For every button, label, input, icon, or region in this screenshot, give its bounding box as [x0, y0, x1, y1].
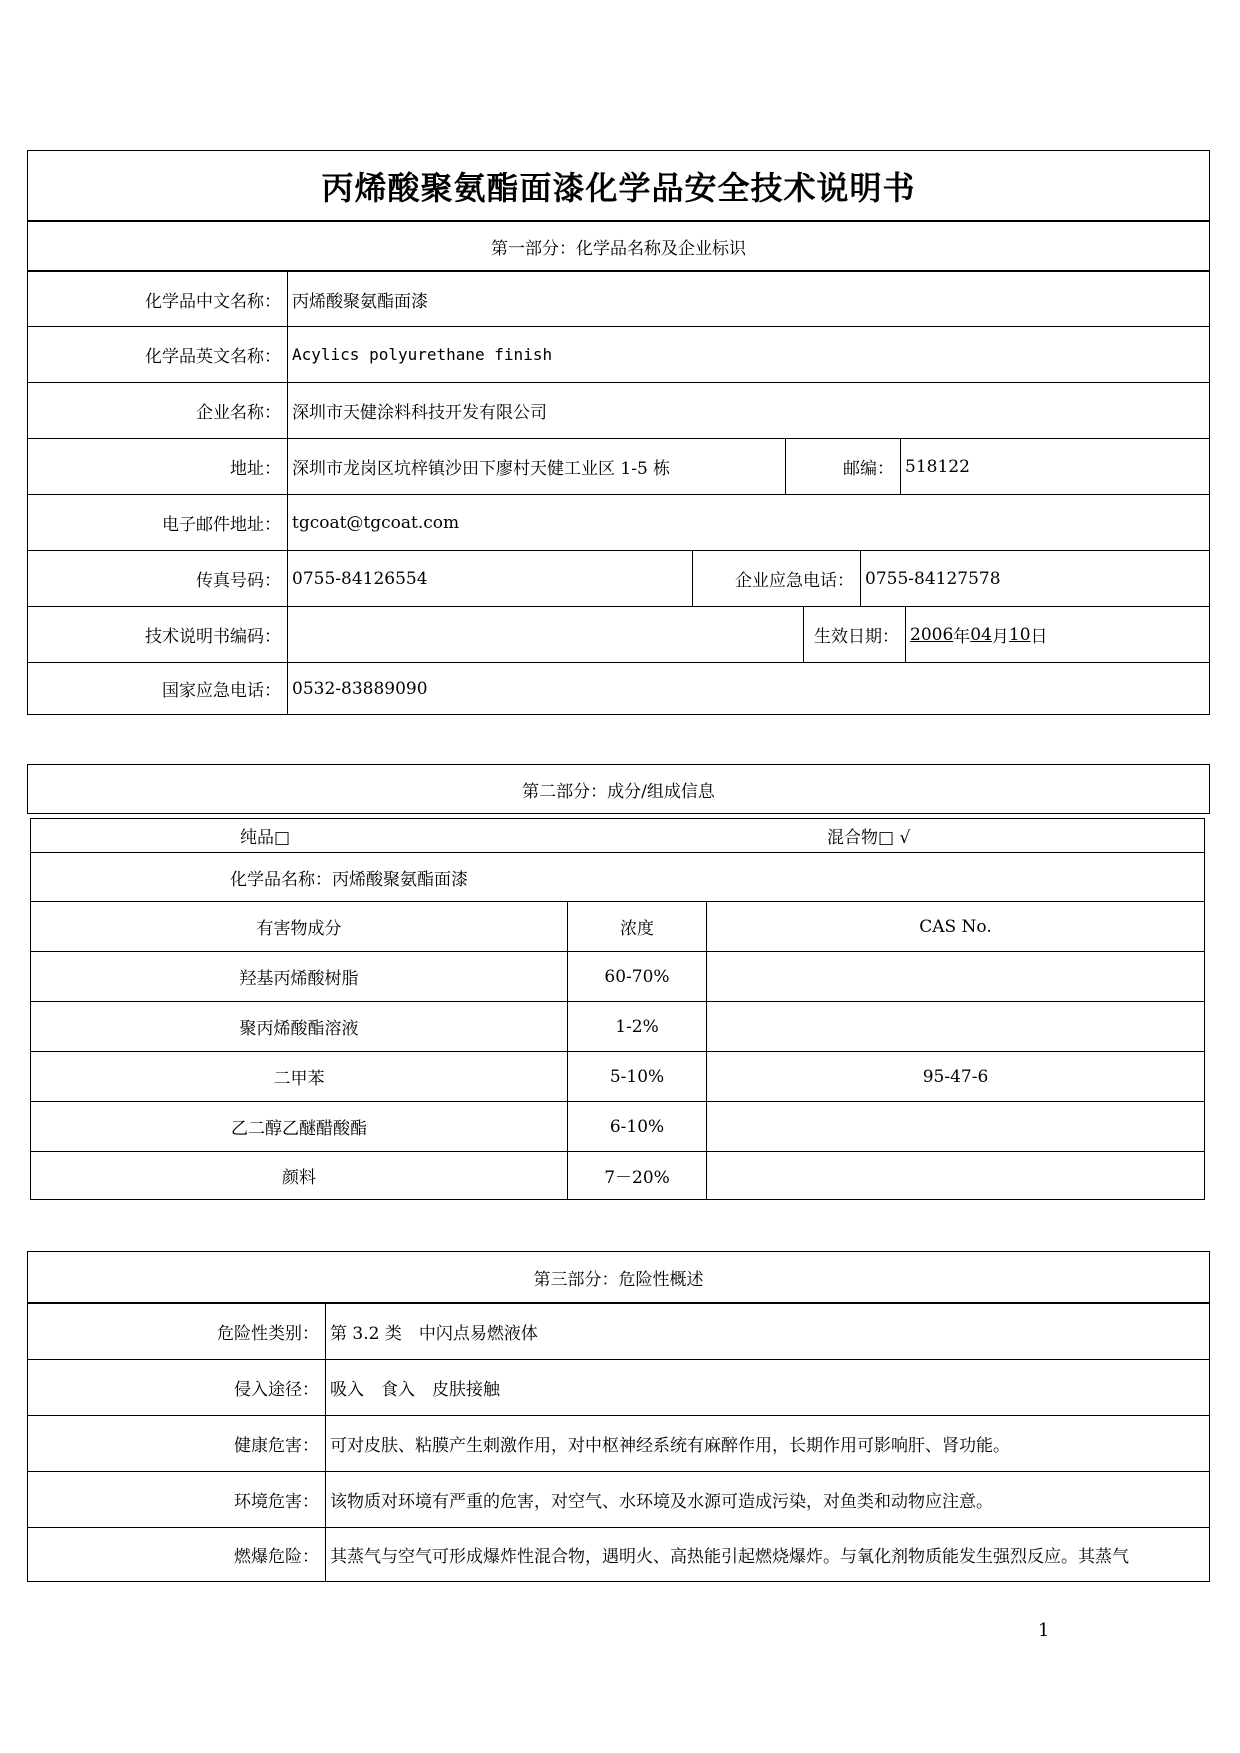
- emergency-label: 企业应急电话：: [735, 571, 854, 591]
- component-name: 乙二醇乙醚醋酸酯: [231, 1119, 367, 1139]
- part1-heading: 第一部分：化学品名称及企业标识: [491, 238, 746, 259]
- table-row: [31, 951, 1204, 1001]
- email-value: tgcoat@tgcoat.com: [292, 512, 460, 533]
- component-cas: [707, 1102, 1204, 1151]
- doc-no-value: [288, 607, 803, 662]
- date-year: 2006: [910, 624, 954, 645]
- part3-heading: 第三部分：危险性概述: [533, 1269, 704, 1290]
- cn-name-label: 化学品中文名称：: [145, 291, 281, 312]
- company-row: [28, 382, 1209, 438]
- hazard-row: [28, 1302, 1209, 1359]
- component-concentration: 5-10%: [609, 1066, 665, 1087]
- name-line-row: [31, 852, 1204, 901]
- company-label: 企业名称：: [196, 403, 281, 423]
- component-cas: [707, 1152, 1204, 1199]
- hazard-value: 第 3.2 类 中闪点易燃液体: [330, 1324, 538, 1344]
- date-month-unit: 月: [991, 627, 1009, 647]
- mixture-label: 混合物□ √: [827, 828, 911, 848]
- part3-table: [27, 1251, 1210, 1582]
- hazard-label: 侵入途径：: [234, 1380, 319, 1400]
- part2-heading: 第二部分：成分/组成信息: [522, 781, 715, 802]
- postcode-value: 518122: [905, 456, 970, 477]
- effective-date: [906, 607, 1209, 662]
- effective-label: 生效日期：: [814, 627, 899, 647]
- purity-row: [31, 819, 1204, 852]
- hazard-value: 可对皮肤、粘膜产生刺激作用，对中枢神经系统有麻醉作用，长期作用可影响肝、肾功能。: [330, 1436, 1010, 1456]
- date-day: 10: [1008, 624, 1031, 645]
- hazard-value: 其蒸气与空气可形成爆炸性混合物，遇明火、高热能引起燃烧爆炸。与氧化剂物质能发生强烈反应。其蒸气: [330, 1547, 1129, 1567]
- national-value: 0532-83889090: [292, 678, 428, 699]
- email-row: [28, 494, 1209, 550]
- doc-no-label: 技术说明书编码：: [145, 627, 281, 647]
- hazard-row: [28, 1527, 1209, 1581]
- en-name-row: [28, 326, 1209, 382]
- component-name: 羟基丙烯酸树脂: [239, 969, 359, 989]
- component-cas: 95-47-6: [922, 1066, 989, 1087]
- table-row: [31, 1151, 1204, 1199]
- component-concentration: 60-70%: [604, 966, 670, 987]
- document-title: 丙烯酸聚氨酯面漆化学品安全技术说明书: [321, 168, 916, 207]
- hazard-row: [28, 1415, 1209, 1471]
- en-name-label: 化学品英文名称：: [145, 347, 281, 367]
- table-row: [31, 1101, 1204, 1151]
- hazard-row: [28, 1471, 1209, 1527]
- product-name-line: 化学品名称：丙烯酸聚氨酯面漆: [230, 869, 468, 890]
- component-concentration: 1-2%: [615, 1016, 659, 1037]
- postcode-label: 邮编：: [843, 459, 894, 479]
- hazard-label: 健康危害：: [234, 1436, 319, 1456]
- date-month: 04: [970, 624, 992, 645]
- hazard-value: 吸入 食入 皮肤接触: [330, 1380, 500, 1400]
- table-row: [31, 1001, 1204, 1051]
- component-name: 聚丙烯酸酯溶液: [239, 1019, 359, 1039]
- email-label: 电子邮件地址：: [162, 515, 281, 535]
- address-label: 地址：: [230, 459, 281, 479]
- national-row: [28, 662, 1209, 714]
- component-concentration: 7－20%: [604, 1168, 670, 1188]
- part2-heading-box: [27, 764, 1210, 814]
- hazard-value: 该物质对环境有严重的危害，对空气、水环境及水源可造成污染，对鱼类和动物应注意。: [330, 1492, 993, 1512]
- address-value: 深圳市龙岗区坑梓镇沙田下廖村天健工业区 1-5 栋: [292, 459, 671, 479]
- hazard-label: 危险性类别：: [217, 1324, 319, 1344]
- component-concentration: 6-10%: [609, 1116, 665, 1137]
- company-value: 深圳市天健涂料科技开发有限公司: [292, 403, 547, 423]
- doc-no-row: [28, 606, 1209, 662]
- national-label: 国家应急电话：: [162, 681, 281, 701]
- columns-row: [31, 901, 1204, 951]
- table-row: [31, 1051, 1204, 1101]
- hazard-label: 环境危害：: [234, 1492, 319, 1512]
- component-cas: [707, 952, 1204, 1001]
- page-number: 1: [1038, 1620, 1050, 1641]
- fax-value: 0755-84126554: [292, 568, 428, 589]
- part3-heading-row: [28, 1252, 1209, 1302]
- cn-name-row: [28, 270, 1209, 326]
- date-year-unit: 年: [953, 627, 971, 647]
- part2-table: [30, 818, 1205, 1200]
- hazard-row: [28, 1359, 1209, 1415]
- title-row: [28, 151, 1209, 220]
- hazard-label: 燃爆危险：: [234, 1547, 319, 1567]
- col-component: 有害物成分: [256, 919, 342, 939]
- date-day-unit: 日: [1030, 627, 1048, 647]
- fax-row: [28, 550, 1209, 606]
- address-row: [28, 438, 1209, 494]
- part1-heading-row: [28, 220, 1209, 270]
- col-cas: CAS No.: [919, 916, 992, 937]
- emergency-value: 0755-84127578: [865, 568, 1001, 589]
- fax-label: 传真号码：: [196, 571, 281, 591]
- cn-name-value: 丙烯酸聚氨酯面漆: [292, 291, 428, 312]
- part1-table: [27, 150, 1210, 715]
- pure-label: 纯品□: [240, 828, 291, 848]
- component-cas: [707, 1002, 1204, 1051]
- col-concentration: 浓度: [620, 919, 654, 939]
- component-name: 二甲苯: [273, 1069, 325, 1089]
- component-name: 颜料: [282, 1168, 316, 1188]
- en-name-value: Acylics polyurethane finish: [292, 345, 553, 364]
